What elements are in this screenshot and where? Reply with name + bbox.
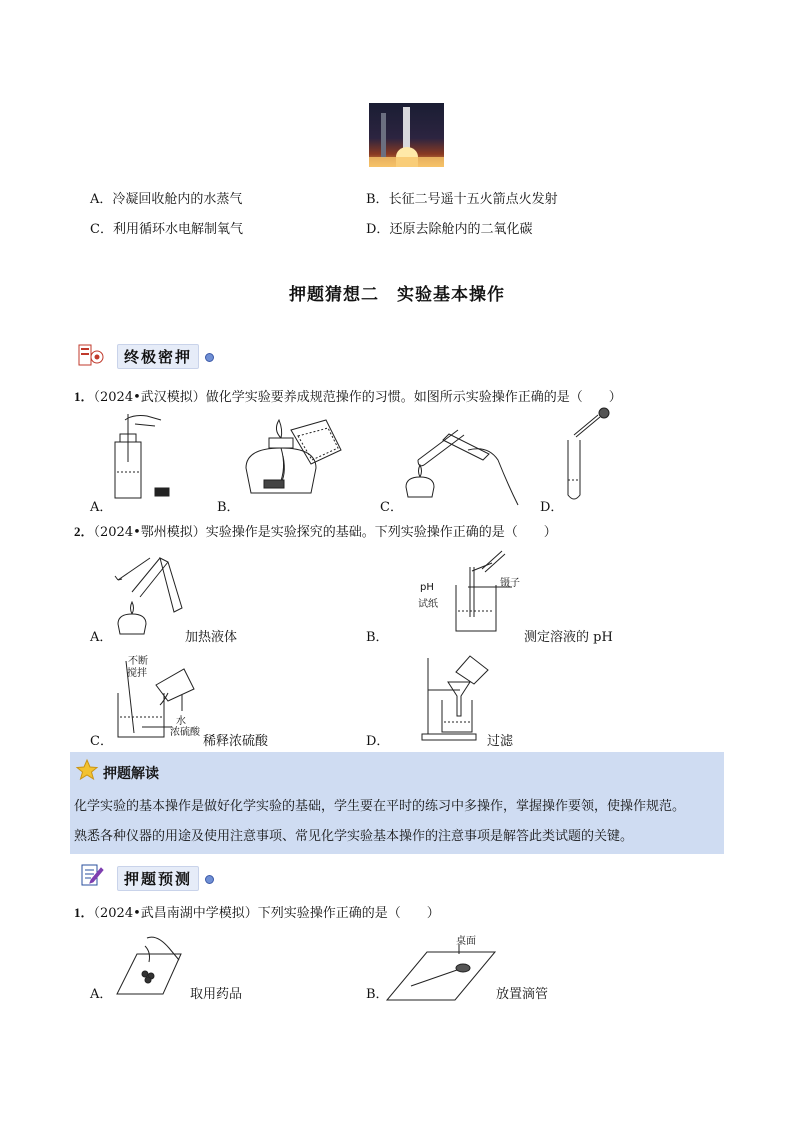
q2-option-a-label[interactable]: A． xyxy=(90,630,113,645)
q2-stem xyxy=(74,521,557,540)
q1-figure-d xyxy=(560,405,620,505)
q2-option-a-caption: 加热液体 xyxy=(185,630,238,645)
option-label: C． xyxy=(90,222,113,237)
q2-option-c-label[interactable]: C． xyxy=(90,734,113,749)
tweezers-label: 镊子 xyxy=(500,578,520,589)
q1-option-d[interactable]: D． xyxy=(540,500,564,515)
q1-stem xyxy=(74,386,622,405)
prev-option-a[interactable] xyxy=(90,188,242,207)
interpret-title: 押题解读 xyxy=(103,766,159,782)
question-text: （2024•武汉模拟）做化学实验要养成规范操作的习惯。如图所示实验操作正确的是（ ） xyxy=(93,390,622,405)
test-paper-label: 试纸 xyxy=(418,599,438,610)
q1-option-c[interactable]: C． xyxy=(380,500,403,515)
question-number: 2． xyxy=(74,524,94,539)
star-icon xyxy=(75,758,99,782)
q2-figure-a xyxy=(110,552,190,642)
q1-figure-c xyxy=(398,425,518,505)
rocket-launch-photo xyxy=(369,103,444,167)
option-label: A． xyxy=(90,192,113,207)
question-text: （2024•武昌南湖中学模拟）下列实验操作正确的是（ ） xyxy=(93,906,440,921)
q3-figure-a xyxy=(115,934,185,996)
interpret-line-2: 熟悉各种仪器的用途及使用注意事项、常见化学实验基本操作的注意事项是解答此类试题的关键。 xyxy=(74,829,634,844)
banner-dot xyxy=(205,353,214,362)
question-number: 1． xyxy=(74,389,94,404)
prev-option-d[interactable] xyxy=(366,218,532,237)
acid-label: 浓硫酸 xyxy=(170,727,200,738)
q2-option-c-caption: 稀释浓硫酸 xyxy=(203,734,269,749)
ph-label: pH xyxy=(420,582,434,593)
question-number: 1． xyxy=(74,905,94,920)
q3-option-b-caption: 放置滴管 xyxy=(496,987,549,1002)
q2-option-d-label[interactable]: D． xyxy=(366,734,390,749)
q3-option-a-label[interactable]: A． xyxy=(90,987,113,1002)
q1-figure-b xyxy=(236,408,346,503)
stir-label-1: 不断 xyxy=(128,656,148,667)
q2-figure-b xyxy=(452,547,532,637)
q1-option-a[interactable]: A． xyxy=(90,500,113,515)
banner-final-prediction: 终极密押 xyxy=(117,344,199,369)
option-text: 还原去除舱内的二氧化碳 xyxy=(389,222,533,237)
q1-option-b[interactable]: B． xyxy=(217,500,240,515)
stir-label-2: 搅拌 xyxy=(127,668,147,679)
option-label: B． xyxy=(366,192,389,207)
prev-option-b[interactable] xyxy=(366,188,558,207)
q2-option-d-caption: 过滤 xyxy=(487,734,514,749)
option-text: 长征二号遥十五火箭点火发射 xyxy=(388,192,558,207)
section-title: 押题猜想二 实验基本操作 xyxy=(289,285,505,305)
option-text: 冷凝回收舱内的水蒸气 xyxy=(112,192,243,207)
prev-option-c[interactable] xyxy=(90,218,243,237)
banner-dot xyxy=(205,875,214,884)
option-text: 利用循环水电解制氧气 xyxy=(112,222,243,237)
q3-stem xyxy=(74,902,440,921)
q2-option-b-label[interactable]: B． xyxy=(366,630,389,645)
water-label: 水 xyxy=(176,716,186,727)
q2-option-b-caption: 测定溶液的 pH xyxy=(524,630,613,645)
question-text: （2024•鄂州模拟）实验操作是实验探究的基础。下列实验操作正确的是（ ） xyxy=(93,525,557,540)
banner-prediction: 押题预测 xyxy=(117,866,199,891)
q1-figure-a xyxy=(105,412,175,502)
option-label: D． xyxy=(366,222,390,237)
q2-figure-d xyxy=(420,650,490,745)
notebook-pen-icon xyxy=(79,862,105,888)
target-icon xyxy=(78,343,104,367)
q3-figure-b xyxy=(385,944,495,1004)
table-surface-label: 桌面 xyxy=(456,936,476,947)
interpret-line-1: 化学实验的基本操作是做好化学实验的基础，学生要在平时的练习中多操作，掌握操作要领，使操作规范。 xyxy=(74,799,686,814)
q3-option-b-label[interactable]: B． xyxy=(366,987,389,1002)
q3-option-a-caption: 取用药品 xyxy=(190,987,243,1002)
